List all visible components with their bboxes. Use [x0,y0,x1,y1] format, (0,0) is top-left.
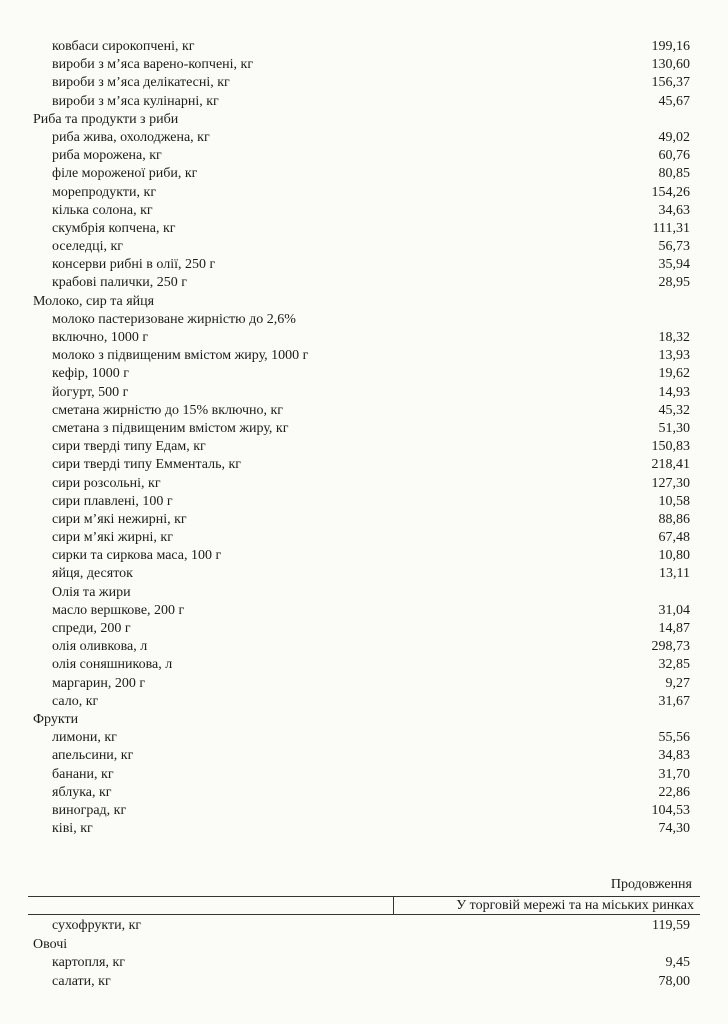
table-row [0,220,728,238]
item-price: 49,02 [658,129,690,145]
item-label: філе мороженої риби, кг [52,166,198,182]
table-row [0,165,728,183]
item-label: риба морожена, кг [52,148,162,164]
item-label: кілька солона, кг [52,202,153,218]
item-price: 22,86 [658,784,690,800]
item-price: 31,70 [658,766,690,782]
item-label: масло вершкове, 200 г [52,602,185,618]
item-price: 199,16 [651,39,690,54]
item-label: сало, кг [52,693,99,709]
table-row [0,256,728,274]
item-label: апельсини, кг [52,748,134,764]
table-row [0,729,728,747]
item-price: 10,58 [658,493,690,509]
item-price: 111,31 [652,220,690,236]
item-price: 127,30 [651,475,690,491]
table-row [0,129,728,147]
item-label: сири плавлені, 100 г [52,493,173,509]
item-label: Олія та жири [52,584,131,600]
table-row [0,973,728,992]
item-price: 55,56 [658,730,690,746]
table-row [0,38,728,56]
table-row [0,529,728,547]
item-price: 218,41 [651,457,690,473]
table-row [0,584,728,602]
table-row [0,311,728,329]
item-price: 67,48 [658,530,690,546]
item-label: кефір, 1000 г [52,366,130,382]
item-price: 34,63 [658,202,690,218]
item-price: 34,83 [658,748,690,764]
item-label: вироби з м’яса кулінарні, кг [52,93,219,109]
table-row [0,766,728,784]
item-label: сири розсольні, кг [52,475,161,491]
table-column-header: У торговій мережі та на міських ринках [456,898,694,913]
table-row [0,147,728,165]
item-price: 156,37 [651,75,690,91]
item-price: 45,32 [658,402,690,418]
item-price: 28,95 [658,275,690,291]
item-price: 80,85 [658,166,690,182]
item-price: 56,73 [658,239,690,255]
table-row [0,493,728,511]
table-row [0,547,728,565]
category-label: Риба та продукти з риби [33,111,179,127]
continuation-title: Продовження [610,877,692,892]
item-label: консерви рибні в олії, 250 г [52,257,216,273]
item-label: сухофрукти, кг [52,918,142,933]
table-row [0,656,728,674]
item-price: 32,85 [658,657,690,673]
item-label: маргарин, 200 г [52,675,146,691]
item-label: вироби з м’яса делікатесні, кг [52,75,230,91]
table-row [0,802,728,820]
table-row [0,184,728,202]
item-label: включно, 1000 г [52,330,149,345]
item-price: 31,67 [658,693,690,709]
item-label: банани, кг [52,766,114,782]
item-label: сири тверді типу Емменталь, кг [52,457,242,473]
item-price: 104,53 [651,802,690,818]
category-label: Овочі [33,936,68,952]
table-row [0,238,728,256]
item-label: морепродукти, кг [52,184,157,200]
item-label: вироби з м’яса варено-копчені, кг [52,57,254,73]
table-row [0,347,728,365]
item-label: йогурт, 500 г [52,384,129,400]
item-label: молоко з підвищеним вмістом жиру, 1000 г [52,348,309,364]
item-price: 154,26 [651,184,690,200]
price-list [0,38,728,838]
table-row [0,475,728,493]
item-price: 31,04 [658,602,690,618]
table-row [0,511,728,529]
item-price: 10,80 [658,548,690,564]
table-row [0,74,728,92]
table-row [0,329,728,347]
item-label: скумбрія копчена, кг [52,220,176,236]
item-label: сирки та сиркова маса, 100 г [52,548,222,564]
table-row [0,365,728,383]
category-row [0,711,728,729]
category-label: Молоко, сир та яйця [33,293,155,309]
table-row [0,638,728,656]
item-label: салати, кг [52,973,111,989]
table-row [0,456,728,474]
item-price: 13,93 [658,348,690,364]
price-list-continued [0,917,728,991]
item-label: яйця, десяток [52,566,133,582]
item-label: сметана з підвищеним вмістом жиру, кг [52,420,289,436]
item-price: 35,94 [658,257,690,273]
item-label: ковбаси сирокопчені, кг [52,39,195,54]
item-label: сири тверді типу Едам, кг [52,439,206,455]
item-label: олія оливкова, л [52,639,148,655]
item-price: 9,45 [665,955,690,970]
category-row [0,111,728,129]
table-row [0,274,728,292]
category-row [0,293,728,311]
item-price: 150,83 [651,439,690,455]
table-row [0,402,728,420]
table-row [0,420,728,438]
item-label: олія соняшникова, л [52,657,173,673]
item-label: риба жива, охолоджена, кг [52,129,210,145]
item-price: 119,59 [652,918,690,933]
item-price: 78,00 [658,973,690,989]
item-price: 74,30 [658,821,690,837]
item-label: ківі, кг [52,821,93,837]
table-row [0,438,728,456]
item-label: виноград, кг [52,802,127,818]
item-price: 13,11 [659,566,690,582]
item-price: 45,67 [658,93,690,109]
table-row [0,784,728,802]
table-row [0,93,728,111]
item-label: сметана жирністю до 15% включно, кг [52,402,284,418]
item-label: крабові палички, 250 г [52,275,188,291]
item-price: 88,86 [658,511,690,527]
item-price: 51,30 [658,420,690,436]
table-row [0,602,728,620]
item-label: картопля, кг [52,955,126,970]
item-label: яблука, кг [52,784,112,800]
category-row [0,936,728,955]
item-label: сири м’які жирні, кг [52,530,173,546]
item-label: спреди, 200 г [52,621,131,636]
table-row [0,917,728,936]
item-price: 60,76 [658,148,690,164]
item-price: 298,73 [651,639,690,655]
table-row [0,384,728,402]
category-label: Фрукти [33,711,79,727]
table-row [0,820,728,838]
item-price: 14,87 [658,621,690,636]
item-label: оселедці, кг [52,239,124,255]
item-label: молоко пастеризоване жирністю до 2,6% [52,311,296,327]
table-row [0,693,728,711]
table-row [0,565,728,583]
item-price: 18,32 [658,330,690,345]
table-row [0,954,728,973]
table-row [0,620,728,638]
item-label: лимони, кг [52,730,117,746]
item-price: 19,62 [658,366,690,382]
table-row [0,747,728,765]
item-price: 9,27 [665,675,690,691]
table-row [0,56,728,74]
table-header-bottom-rule [28,914,700,915]
item-price: 14,93 [658,384,690,400]
table-row [0,202,728,220]
item-label: сири м’які нежирні, кг [52,511,187,527]
table-row [0,675,728,693]
item-price: 130,60 [651,57,690,73]
